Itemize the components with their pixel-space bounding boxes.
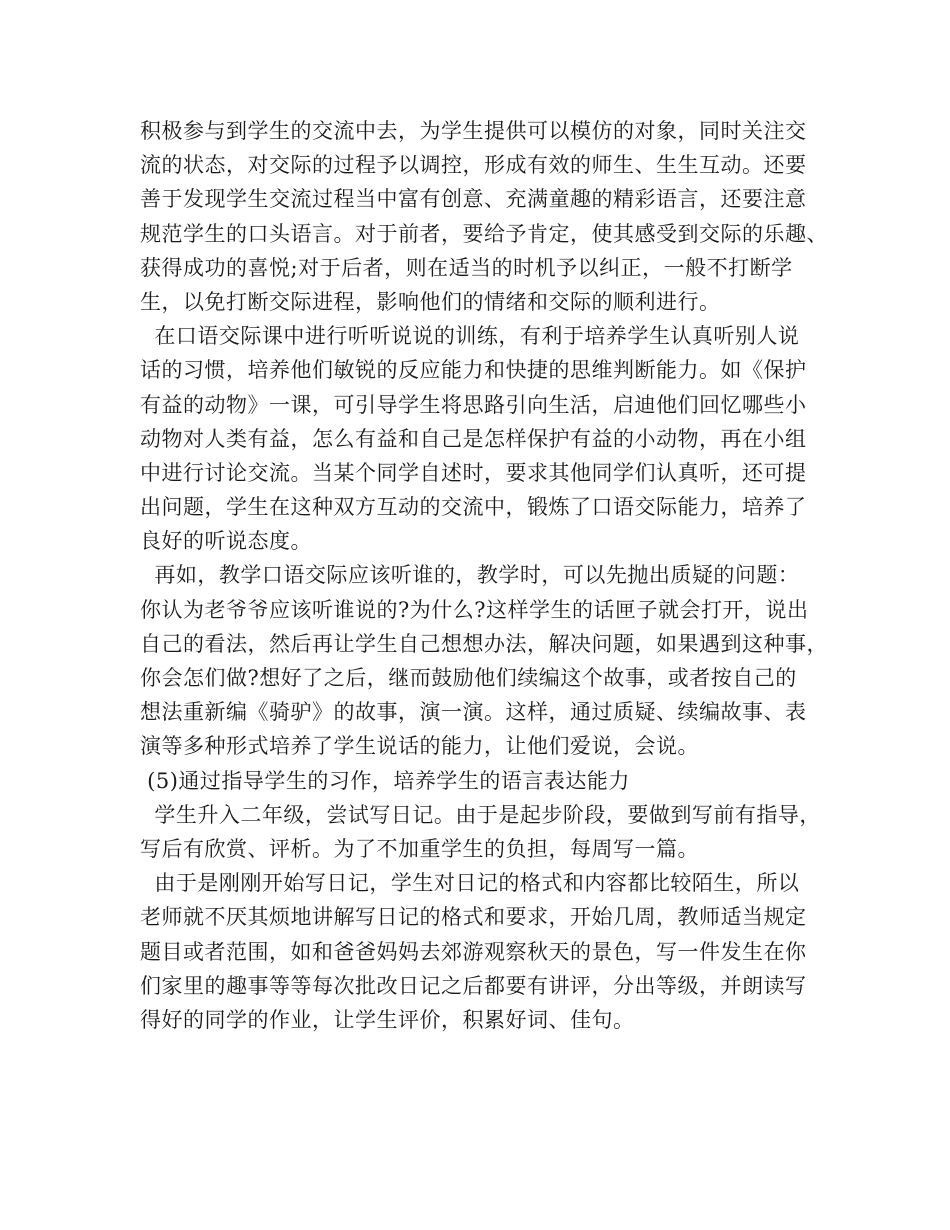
- text-line: 你认为老爷爷应该听谁说的?为什么?这样学生的话匣子就会打开，说出: [140, 597, 809, 622]
- text-line: 演等多种形式培养了学生说话的能力，让他们爱说，会说。: [140, 734, 699, 759]
- section-heading: (5)通过指导学生的习作，培养学生的语言表达能力: [140, 768, 630, 793]
- text-line: 你会怎们做?想好了之后，继而鼓励他们续编这个故事，或者按自己的: [140, 666, 797, 690]
- text-line: 积极参与到学生的交流中去，为学生提供可以模仿的对象，同时关注交: [140, 119, 807, 143]
- text-line: 有益的动物》一课，可引导学生将思路引向生活，启迪他们回忆哪些小: [140, 392, 807, 417]
- text-line: 流的状态，对交际的过程予以调控，形成有效的师生、生生互动。还要: [140, 153, 807, 178]
- text-line: 良好的听说态度。: [140, 529, 312, 554]
- text-line: 题目或者范围，如和爸爸妈妈去郊游观察秋天的景色，写一件发生在你: [140, 939, 807, 964]
- text-line: 老师就不厌其烦地讲解写日记的格式和要求，开始几周，教师适当规定: [140, 905, 807, 930]
- text-line: 话的习惯，培养他们敏锐的反应能力和快捷的思维判断能力。如《保护: [140, 358, 807, 383]
- text-line: 自己的看法，然后再让学生自己想想办法，解决问题，如果遇到这种事，: [140, 631, 828, 656]
- text-line: 们家里的趣事等等每次批改日记之后都要有讲评，分出等级，并朗读写: [140, 973, 807, 998]
- text-line: 出问题，学生在这种双方互动的交流中，锻炼了口语交际能力，培养了: [140, 495, 807, 520]
- text-line: 学生升入二年级，尝试写日记。由于是起步阶段，要做到写前有指导，: [140, 802, 821, 827]
- text-line: 动物对人类有益，怎么有益和自己是怎样保护有益的小动物，再在小组: [140, 426, 807, 451]
- text-line: 在口语交际课中进行听听说说的训练，有利于培养学生认真听别人说: [140, 324, 800, 349]
- text-line: 生，以免打断交际进程，影响他们的情绪和交际的顺利进行。: [140, 289, 721, 314]
- text-line: 善于发现学生交流过程当中富有创意、充满童趣的精彩语言，还要注意: [140, 187, 807, 212]
- text-line: 再如，教学口语交际应该听谁的，教学时，可以先抛出质疑的问题：: [140, 563, 800, 588]
- text-line: 中进行讨论交流。当某个同学自述时，要求其他同学们认真听，还可提: [140, 460, 807, 485]
- text-line: 由于是刚刚开始写日记，学生对日记的格式和内容都比较陌生，所以: [140, 871, 800, 896]
- document-body: [140, 114, 830, 1037]
- text-line: 规范学生的口头语言。对于前者，要给予肯定，使其感受到交际的乐趣、: [140, 221, 828, 246]
- text-line: 写后有欣赏、评析。为了不加重学生的负担，每周写一篇。: [140, 836, 699, 861]
- text-line: 得好的同学的作业，让学生评价，积累好词、佳句。: [140, 1007, 635, 1032]
- text-line: 获得成功的喜悦;对于后者，则在适当的时机予以纠正，一般不打断学: [140, 255, 793, 280]
- text-line: 想法重新编《骑驴》的故事，演一演。这样，通过质疑、续编故事、表: [140, 700, 807, 725]
